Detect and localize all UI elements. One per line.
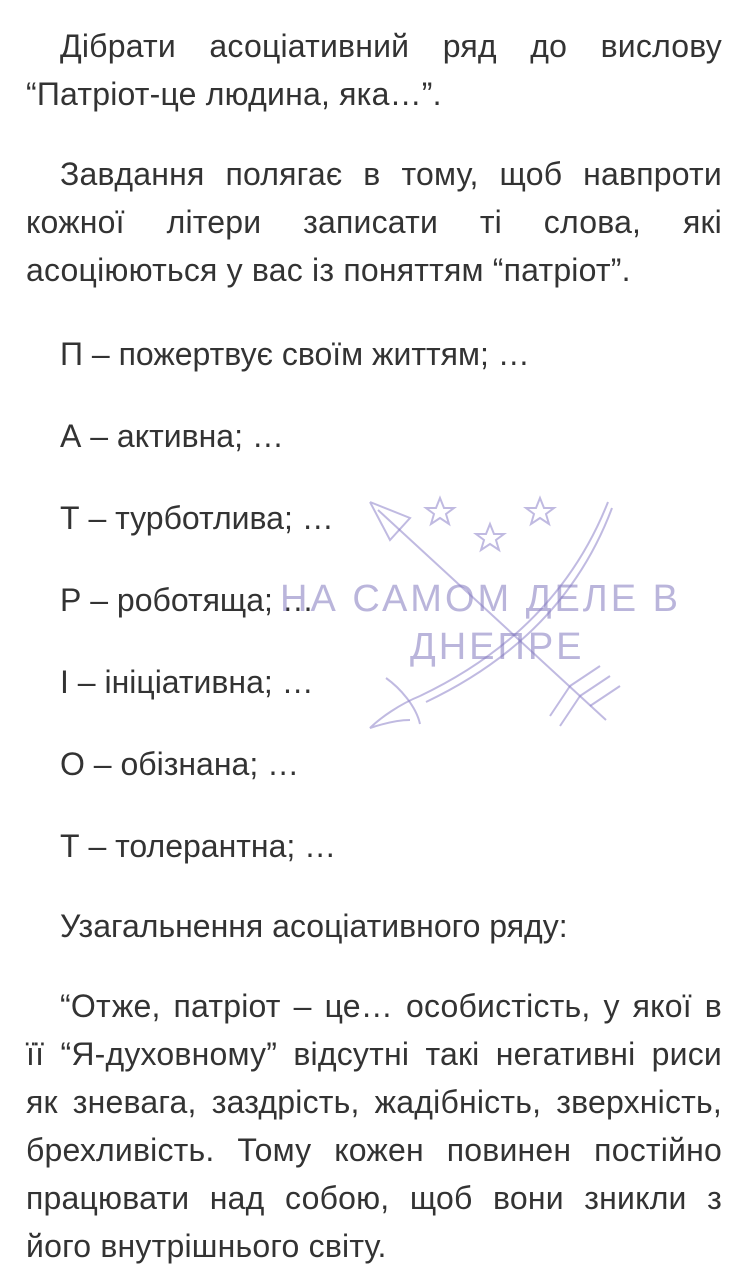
watermark-text-line1: НА САМОМ ДЕЛЕ В [280,578,681,620]
watermark-logo [270,488,740,748]
acrostic-item-a: А – активна; … [60,418,284,454]
conclusion-paragraph: “Отже, патріот – це… особистість, у якої в її “Я-духовному” відсутні такі негативні риси як зневага, заздрість, жадібність, зверхність, брехливість. Тому кожен повинен постійно працювати над собою, щоб вони зникли з його внутрішнього світу. [26,988,722,1264]
summary-heading: Узагальнення асоціативного ряду: [60,908,568,944]
acrostic-item-t1: Т – турботлива; … [60,500,334,536]
acrostic-item-r: Р – роботяща; … [60,582,314,618]
crossed-swords-icon [270,488,740,748]
acrostic-item-p: П – пожертвує своїм життям; … [60,336,530,372]
watermark-text-line2: ДНЕПРЕ [410,626,585,668]
intro-paragraph: Дібрати асоціативний ряд до вислову “Патріот-це людина, яка…”. [26,28,722,112]
acrostic-item-i: І – ініціативна; … [60,664,314,700]
acrostic-item-o: О – обізнана; … [60,746,300,782]
acrostic-item-t2: Т – толерантна; … [60,828,337,864]
task-paragraph: Завдання полягає в тому, щоб навпроти кожної літери записати ті слова, які асоціюються у вас із поняттям “патріот”. [26,156,722,288]
